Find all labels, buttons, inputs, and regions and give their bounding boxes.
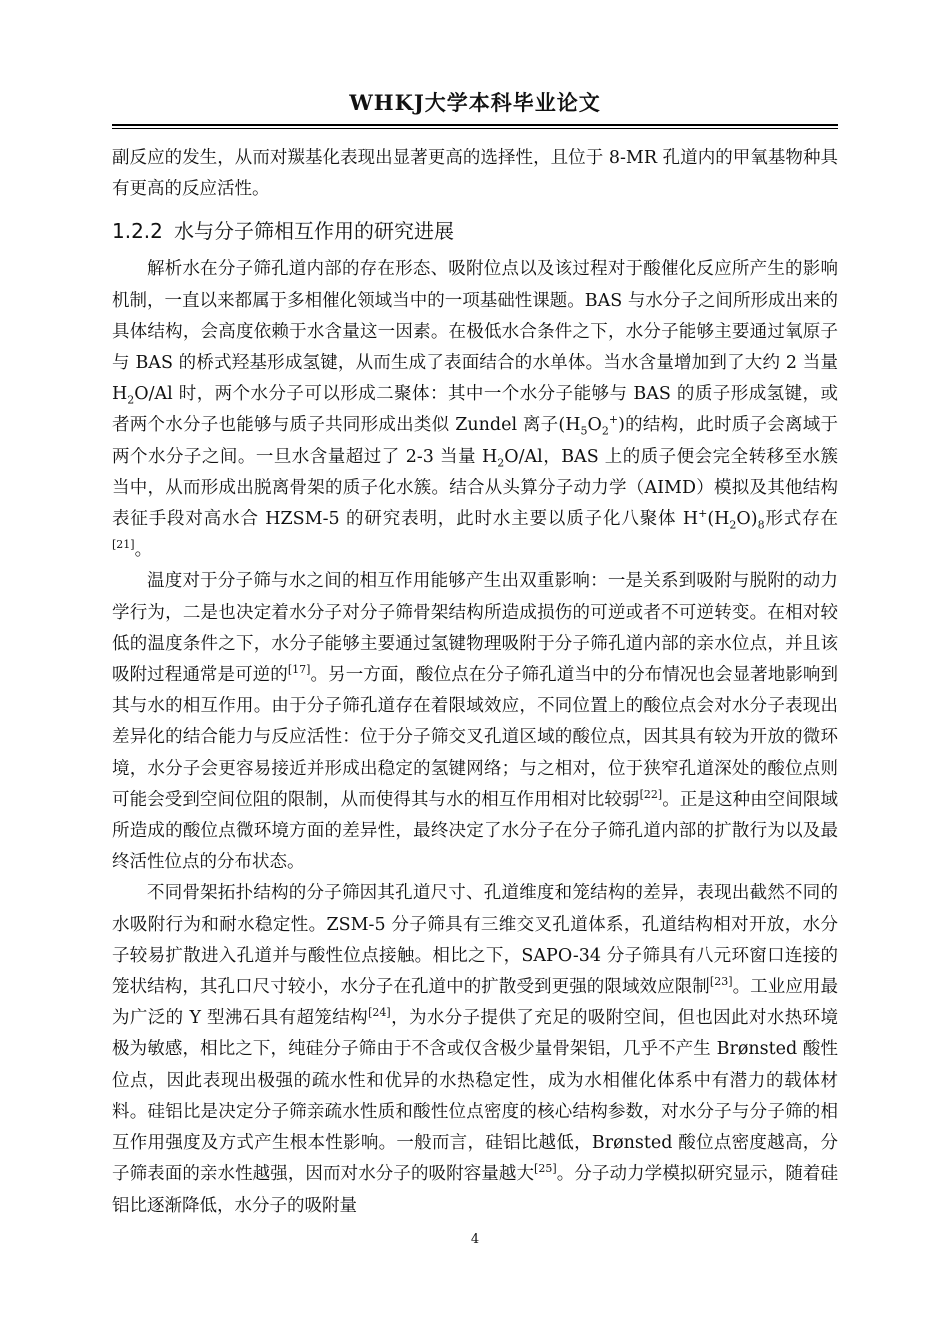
- citation-21: [21]: [112, 538, 135, 552]
- section-title: 水与分子筛相互作用的研究进展: [174, 219, 454, 244]
- citation-22: [22]: [639, 788, 663, 802]
- paragraph-topology: 不同骨架拓扑结构的分子筛因其孔道尺寸、孔道维度和笼结构的差异，表现出截然不同的水吸附行为和耐水稳定性。ZSM-5 分子筛具有三维交叉孔道体系，孔道结构相对开放，水分子较易扩散进入孔道并与酸性位点接触。相比之下，SAPO-34 分子筛具有八元环窗口连接的笼状结构，其孔口尺寸较小，水分子在孔道中的扩散受到更强的限域效应限制[23]。工业应用最为广泛的 Y 型沸石具有超笼结构[24]，为水分子提供了充足的吸附空间，但也因此对水热环境极为敏感，相比之下，纯硅分子筛由于不含或仅含极少量骨架铝，几乎不产生 Brønsted 酸性位点，因此表现出极强的疏水性和优异的水热稳定性，成为水相催化体系中有潜力的载体材料。硅铝比是决定分子筛亲疏水性质和酸性位点密度的核心结构参数，对水分子与分子筛的相互作用强度及方式产生根本性影响。一般而言，硅铝比越低，Brønsted 酸位点密度越高，分子筛表面的亲水性越强，因而对水分子的吸附容量越大[25]。分子动力学模拟研究显示，随着硅铝比逐渐降低，水分子的吸附量: [112, 883, 839, 1216]
- paragraph-water-forms: 解析水在分子筛孔道内部的存在形态、吸附位点以及该过程对于酸催化反应所产生的影响机制，一直以来都属于多相催化领域当中的一项基础性课题。BAS 与水分子之间所形成出来的具体结构，会高度依赖于水含量这一因素。在极低水合条件之下，水分子能够主要通过氧原子与 BAS 的桥式羟基形成氢键，从而生成了表面结合的水单体。当水含量增加到了大约 2 当量 $H_2O/Al$ 时，两个水分子可以形成二聚体：其中一个水分子能够与 BAS 的质子形成氢键，或者两个水分子也能够与质子共同形成出类似 Zundel 离子$(H_5O_2^+)$的结构，此时质子会离域于两个水分子之间。一旦水含量超过了 2-3 当量 $H_2O/Al$，BAS 上的质子便会完全转移至水簇当中，从而形成出脱离骨架的质子化水簇。结合从头算分子动力学（AIMD）模拟及其他结构表征手段对高水合 HZSM-5 的研究表明，此时水主要以质子化八聚体 $H^+(H_2O)_8$形式存在[21]。: [112, 259, 839, 561]
- header-rule-thick: [112, 124, 838, 126]
- section-number: 1.2.2: [112, 219, 163, 244]
- paragraph-temperature: 温度对于分子筛与水之间的相互作用能够产生出双重影响：一是关系到吸附与脱附的动力学行为，二是也决定着水分子对分子筛骨架结构所造成损伤的可逆或者不可逆转变。在相对较低的温度条件之下，水分子能够主要通过氢键物理吸附于分子筛孔道内部的亲水位点，并且该吸附过程通常是可逆的[17]。另一方面，酸位点在分子筛孔道当中的分布情况也会显著地影响到其与水的相互作用。由于分子筛孔道存在着限域效应，不同位置上的酸位点会对水分子表现出差异化的结合能力与反应活性：位于分子筛交叉孔道区域的酸位点，因其具有较为开放的微环境，水分子会更容易接近并形成出稳定的氢键网络；与之相对，位于狭窄孔道深处的酸位点则可能会受到空间位阻的限制，从而使得其与水的相互作用相对比较弱[22]。正是这种由空间限域所造成的酸位点微环境方面的差异性，最终决定了水分子在分子筛孔道内部的扩散行为以及最终活性位点的分布状态。: [112, 571, 839, 873]
- citation-17: [17]: [287, 663, 311, 677]
- citation-23: [23]: [709, 975, 733, 989]
- paragraph-continued: 副反应的发生，从而对羰基化表现出显著更高的选择性，且位于 8-MR 孔道内的甲氧基物种具有更高的反应活性。: [112, 148, 838, 200]
- header-rule-thin: [112, 128, 838, 129]
- section-heading: [112, 218, 838, 244]
- page-body: [112, 143, 838, 1222]
- citation-25: [25]: [534, 1162, 557, 1176]
- running-header: WHKJ大学本科毕业论文: [349, 90, 601, 115]
- citation-24: [24]: [368, 1006, 391, 1020]
- page-number: 4: [470, 1232, 480, 1247]
